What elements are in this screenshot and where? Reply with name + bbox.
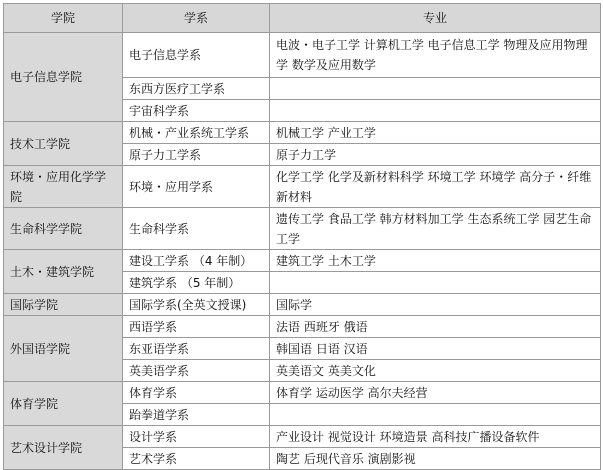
department-cell: 英美语学系 [123, 360, 270, 382]
major-cell: 韩国语 日语 汉语 [270, 338, 601, 360]
department-cell: 西语学系 [123, 316, 270, 338]
college-cell: 环境・应用化学学院 [4, 166, 123, 208]
table-row [4, 294, 601, 316]
major-cell [270, 78, 601, 100]
major-cell [270, 404, 601, 426]
department-cell: 建设工学系 （4 年制） [123, 250, 270, 272]
department-cell: 宇宙科学系 [123, 100, 270, 122]
college-cell: 艺术设计学院 [4, 426, 123, 470]
department-cell: 国际学系(全英文授课) [123, 294, 270, 316]
department-cell: 电子信息学系 [123, 33, 270, 78]
major-cell [270, 272, 601, 294]
department-cell: 设计学系 [123, 426, 270, 448]
table-row [4, 33, 601, 78]
college-cell: 体育学院 [4, 382, 123, 426]
department-cell: 东西方医疗工学系 [123, 78, 270, 100]
college-cell: 技术工学院 [4, 122, 123, 166]
college-cell: 电子信息学院 [4, 33, 123, 122]
table-row [4, 316, 601, 338]
table-row [4, 122, 601, 144]
table-row [4, 166, 601, 208]
major-cell: 原子力工学 [270, 144, 601, 166]
college-table [3, 3, 601, 470]
major-cell: 遗传工学 食品工学 韩方材料加工学 生态系统工学 园艺生命工学 [270, 208, 601, 250]
table-row [4, 426, 601, 448]
major-cell: 建筑工学 土木工学 [270, 250, 601, 272]
table-row [4, 250, 601, 272]
table-row [4, 382, 601, 404]
major-cell: 产业设计 视觉设计 环境造景 高科技广播设备软件 [270, 426, 601, 448]
department-cell: 体育学系 [123, 382, 270, 404]
major-cell: 国际学 [270, 294, 601, 316]
major-cell: 机械工学 产业工学 [270, 122, 601, 144]
header-row [4, 4, 601, 33]
major-cell [270, 100, 601, 122]
header-college: 学院 [4, 4, 123, 33]
college-cell: 生命科学学院 [4, 208, 123, 250]
major-cell: 电波・电子工学 计算机工学 电子信息工学 物理及应用物理学 数学及应用数学 [270, 33, 601, 78]
department-cell: 跆拳道学系 [123, 404, 270, 426]
major-cell: 法语 西班牙 俄语 [270, 316, 601, 338]
major-cell: 陶艺 后现代音乐 演剧影视 [270, 448, 601, 470]
college-cell: 外国语学院 [4, 316, 123, 382]
college-cell: 土木・建筑学院 [4, 250, 123, 294]
header-department: 学系 [123, 4, 270, 33]
major-cell: 化学工学 化学及新材料科学 环境工学 环境学 高分子・纤维新材料 [270, 166, 601, 208]
major-cell: 体育学 运动医学 高尔夫经营 [270, 382, 601, 404]
header-major: 专业 [270, 4, 601, 33]
department-cell: 机械・产业系统工学系 [123, 122, 270, 144]
department-cell: 东亚语学系 [123, 338, 270, 360]
department-cell: 艺术学系 [123, 448, 270, 470]
major-cell: 英美语文 英美文化 [270, 360, 601, 382]
college-cell: 国际学院 [4, 294, 123, 316]
department-cell: 原子力工学系 [123, 144, 270, 166]
department-cell: 建筑学系 （5 年制） [123, 272, 270, 294]
table-row [4, 208, 601, 250]
department-cell: 生命科学系 [123, 208, 270, 250]
department-cell: 环境・应用学系 [123, 166, 270, 208]
